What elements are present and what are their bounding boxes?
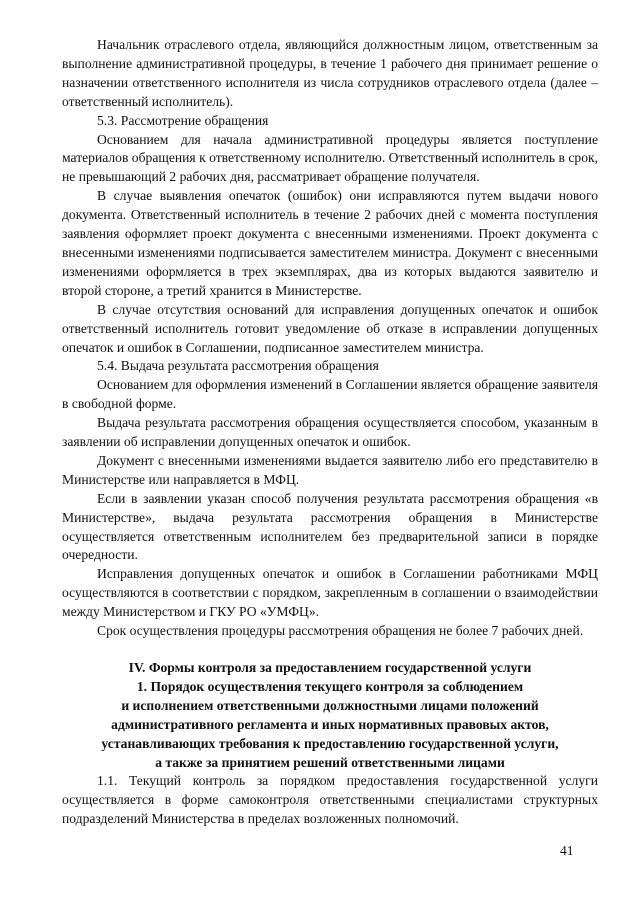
heading-line: IV. Формы контроля за предоставлением государственной услуги (128, 660, 532, 675)
paragraph: Начальник отраслевого отдела, являющийся должностным лицом, ответственным за выполнение административной процедуры, в течение 1 рабочего дня принимает решение о назначении ответственного исполнителя из числа сотрудников отраслевого отдела (далее – ответственный исполнитель). (62, 37, 598, 109)
section-heading (62, 659, 598, 772)
paragraph: Если в заявлении указан способ получения результата рассмотрения обращения «в Министерстве», выдача результата рассмотрения обращения в Министерстве осуществляется ответственным исполнителем без предварительной записи в порядке очередности. (62, 490, 598, 563)
spacer (62, 641, 598, 659)
paragraph: Документ с внесенными изменениями выдается заявителю либо его представителю в Министерстве или направляется в МФЦ. (62, 452, 598, 487)
heading-line: и исполнением ответственными должностными лицами положений (121, 697, 539, 713)
page-number: 41 (560, 843, 574, 858)
heading-line: административного регламента и иных нормативных правовых актов, (111, 716, 549, 732)
paragraph: Выдача результата рассмотрения обращения осуществляется способом, указанным в заявлении об исправлении допущенных опечаток и ошибок. (62, 415, 598, 450)
paragraph: В случае выявления опечаток (ошибок) они исправляются путем выдачи нового документа. Ответственный исполнитель в течение 2 рабочих дней с момента поступления заявления оформляет проект документа с внесенными изменениями. Проект документа с внесенными изменениями подписывается заместителем министра. Документ с внесенными изменениями оформляется в трех экземплярах, два из которых выдаются заявителю и второй стороне, а третий хранится в Министерстве. (62, 188, 598, 298)
heading-line: 1. Порядок осуществления текущего контроля за соблюдением (136, 678, 524, 694)
paragraph: 1.1. Текущий контроль за порядком предоставления государственной услуги осуществляется в форме самоконтроля ответственными специалистами структурных подразделений Министерства в пределах возложенных полномочий. (62, 773, 598, 827)
section-title-5-3: 5.3. Рассмотрение обращения (97, 112, 269, 128)
paragraph: Исправления допущенных опечаток и ошибок в Соглашении работниками МФЦ осуществляются в соответствии с порядком, закрепленным в соглашении о взаимодействии между Министерством и ГКУ РО «УМФЦ». (62, 566, 598, 620)
paragraph: Срок осуществления процедуры рассмотрения обращения не более 7 рабочих дней. (97, 623, 584, 639)
heading-line: а также за принятием решений ответственными лицами (155, 754, 505, 770)
heading-line: устанавливающих требования к предоставлению государственной услуги, (101, 735, 559, 751)
section-title-5-4: 5.4. Выдача результата рассмотрения обращения (97, 358, 379, 374)
document-page (62, 36, 598, 829)
paragraph: Основанием для начала административной процедуры является поступление материалов обращения к ответственному исполнителю. Ответственный исполнитель в срок, не превышающий 2 рабочих дня, рассматривает обращение получателя. (62, 131, 598, 185)
paragraph: Основанием для оформления изменений в Соглашении является обращение заявителя в свободной форме. (62, 377, 598, 412)
paragraph: В случае отсутствия оснований для исправления допущенных опечаток и ошибок ответственный исполнитель готовит уведомление об отказе в исправлении допущенных опечаток и ошибок в Соглашении, подписанное заместителем министра. (62, 301, 598, 355)
